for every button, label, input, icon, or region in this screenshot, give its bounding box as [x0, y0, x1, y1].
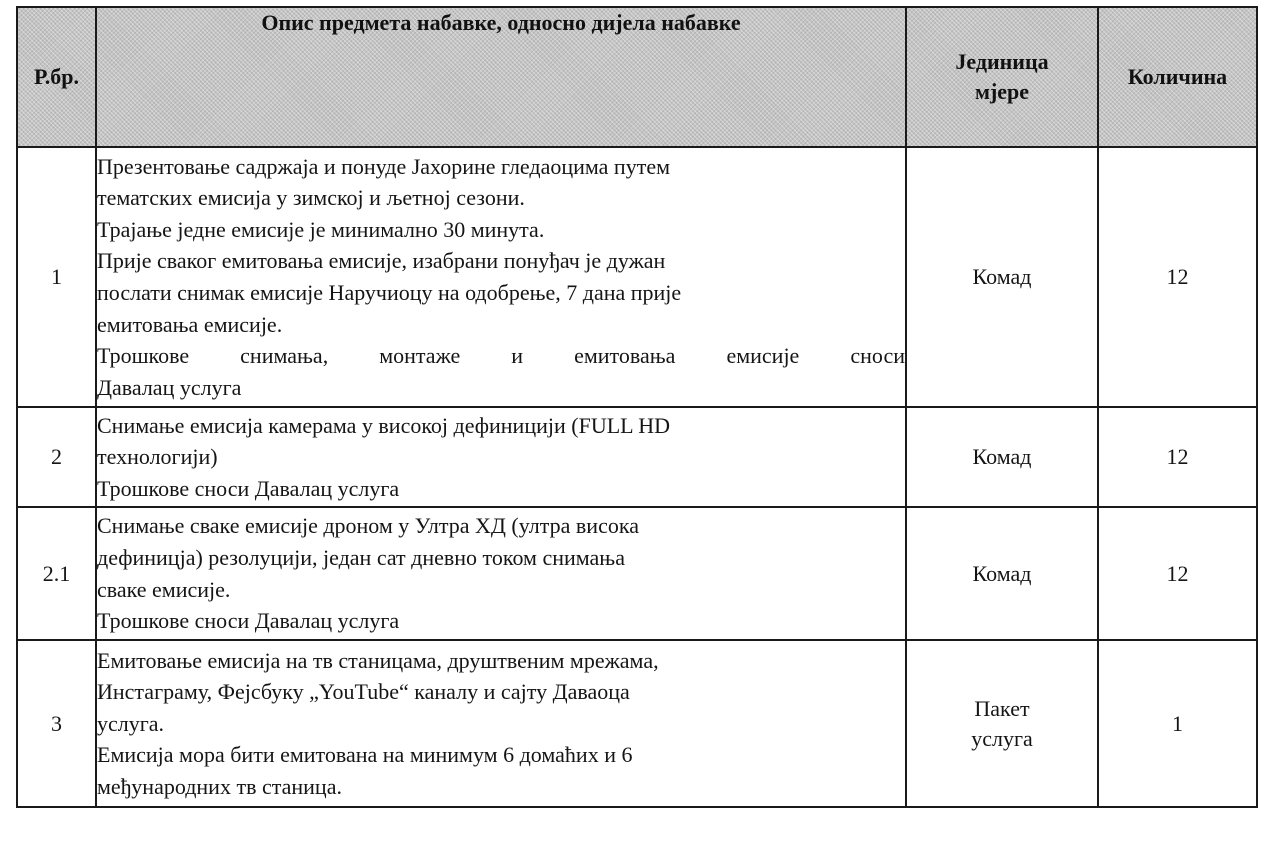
- description-line: међународних тв станица.: [97, 773, 342, 799]
- description-line: Трошкове снимања, монтаже и емитовања емисије сноси: [97, 343, 905, 369]
- description-line: технологији): [97, 444, 218, 470]
- description-line: Прије сваког емитовања емисије, изабрани понуђач је дужан: [97, 248, 666, 274]
- procurement-table: [16, 6, 1258, 808]
- row-unit: [906, 147, 1098, 407]
- row-quantity: 12: [1098, 407, 1257, 507]
- description-line: послати снимак емисије Наручиоцу на одобрење, 7 дана прије: [97, 280, 682, 305]
- header-unit-line1: Јединица: [955, 49, 1049, 74]
- row-unit-line1: Комад: [972, 264, 1032, 289]
- description-line: Давалац услуга: [97, 374, 242, 400]
- description-line: сваке емисије.: [97, 576, 231, 602]
- row-number: 3: [17, 640, 96, 807]
- description-line: Трајање једне емисије је минимално 30 минута.: [97, 216, 545, 242]
- description-line: дефиницја) резолуцији, један сат дневно током снимања: [97, 544, 625, 570]
- header-description: Опис предмета набавке, односно дијела набавке: [96, 7, 906, 147]
- row-number: 2.1: [17, 507, 96, 640]
- table-row: [17, 147, 1257, 407]
- row-unit: [906, 507, 1098, 640]
- table-row: [17, 407, 1257, 507]
- row-description: [96, 640, 906, 807]
- description-line: Емитовање емисија на тв станицама, друштвеним мрежама,: [97, 647, 659, 673]
- header-unit: [906, 7, 1098, 147]
- description-line: Снимање сваке емисије дроном у Ултра ХД (ултра висока: [97, 513, 639, 539]
- row-unit-line1: Пакет: [974, 695, 1030, 721]
- header-unit-line2: мјере: [974, 79, 1030, 104]
- description-line: Презентовање садржаја и понуде Јахорине гледаоцима путем: [97, 153, 671, 179]
- row-unit: [906, 640, 1098, 807]
- row-quantity: 12: [1098, 507, 1257, 640]
- header-quantity: Количина: [1098, 7, 1257, 147]
- row-description: [96, 147, 906, 407]
- row-unit-line1: Комад: [972, 560, 1032, 586]
- row-description: [96, 507, 906, 640]
- description-line: Инстаграму, Фејсбуку „YouTube“ каналу и сајту Даваоца: [97, 679, 630, 705]
- row-number: 2: [17, 407, 96, 507]
- description-line: Емисија мора бити емитована на минимум 6 домаћих и 6: [97, 742, 633, 768]
- header-row: [17, 7, 1257, 147]
- description-line: услуга.: [97, 710, 165, 736]
- row-unit: [906, 407, 1098, 507]
- row-quantity: 12: [1098, 147, 1257, 407]
- row-unit-line2: услуга: [971, 725, 1033, 751]
- description-line: Снимање емисија камерама у високој дефиницији (FULL HD: [97, 412, 671, 438]
- table-row: [17, 640, 1257, 807]
- table-row: [17, 507, 1257, 640]
- description-line: Трошкове сноси Давалац услуга: [97, 608, 400, 634]
- description-line: емитовања емисије.: [97, 311, 283, 337]
- row-unit-line1: Комад: [972, 444, 1032, 469]
- description-line: тематских емисија у зимској и љетној сезони.: [97, 185, 525, 211]
- row-number: 1: [17, 147, 96, 407]
- header-number: Р.бр.: [17, 7, 96, 147]
- row-description: [96, 407, 906, 507]
- description-line: Трошкове сноси Давалац услуга: [97, 475, 400, 501]
- row-quantity: 1: [1098, 640, 1257, 807]
